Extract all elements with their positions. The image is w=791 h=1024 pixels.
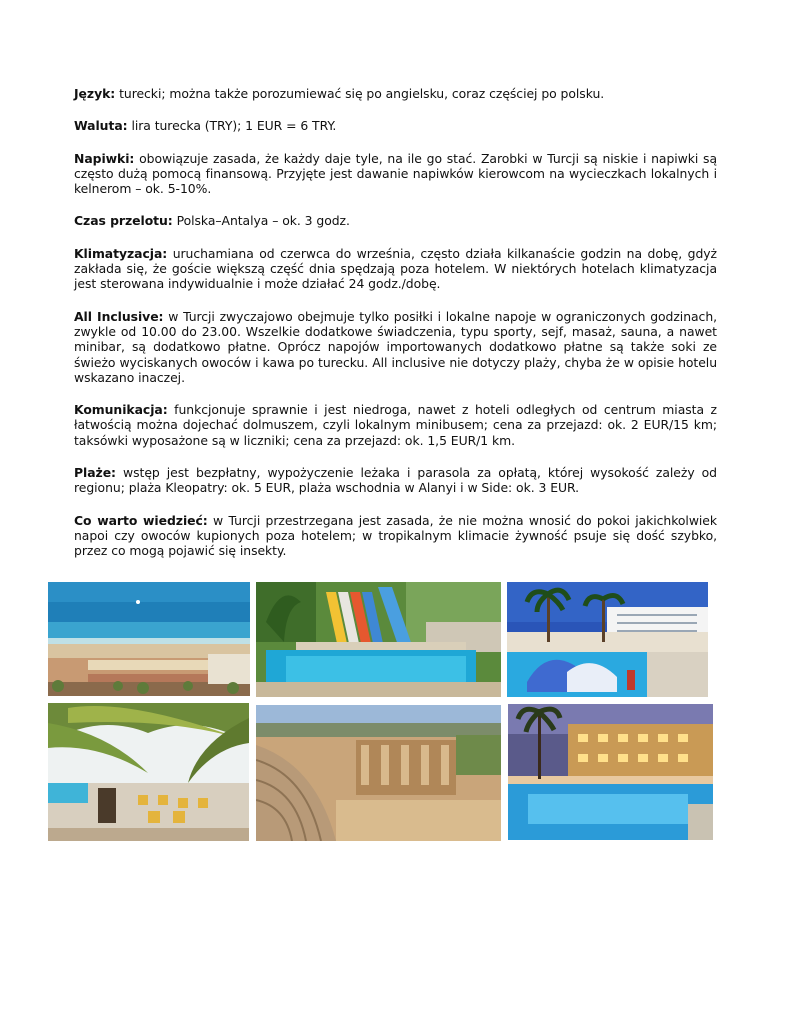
- section-label: Co warto wiedzieć:: [74, 512, 208, 528]
- section-label: Plaże:: [74, 465, 116, 481]
- section-label: Komunikacja:: [74, 402, 168, 418]
- section-text: funkcjonuje sprawnie i jest niedroga, nawet z hoteli odległych od centrum miasta z łatwością można dojechać dolmuszem, czyli lokalnym minibusem; cena za przejazd: ok. 2 EUR/15 km; taksówki wyposażone są w liczniki; cena za przejazd: ok. 1,5 EUR/1 km.: [74, 402, 718, 448]
- section-label: Czas przelotu:: [74, 213, 173, 229]
- section-label: Napiwki:: [74, 150, 135, 166]
- section-text: wstęp jest bezpłatny, wypożyczenie leżaka i parasola za opłatą, której wysokość zależy od regionu; plaża Kleopatry: ok. 5 EUR, plaża wschodnia w Alanyi i w Side: ok. 3 EUR.: [74, 465, 717, 496]
- section-good-to-know: [74, 513, 717, 559]
- section-flight-time: [74, 213, 717, 228]
- section-beaches: [74, 465, 717, 496]
- section-language: [74, 86, 717, 101]
- section-text: uruchamiana od czerwca do września, często działa kilkanaście godzin na dobę, gdyż zakłada się, że goście większą część dnia spędzają poza hotelem. W niektórych hotelach klimatyzacja jest sterowana indywidualnie i może działać 24 godz./dobę.: [74, 245, 717, 292]
- beach-photo: [48, 582, 250, 696]
- section-label: Klimatyzacja:: [74, 245, 168, 261]
- section-label: Język:: [74, 86, 116, 101]
- waterslide-pool-photo: [256, 582, 501, 697]
- section-label: All Inclusive:: [74, 308, 164, 324]
- section-label: Waluta:: [74, 118, 128, 134]
- section-all-inclusive: [74, 309, 717, 385]
- section-transport: [74, 402, 717, 448]
- palm-restaurant-terrace-photo: [48, 703, 249, 841]
- section-text: obowiązuje zasada, że każdy daje tyle, na ile go stać. Zarobki w Turcji są niskie i napiwki są często dużą pomocą finansową. Przyjęte jest dawanie napiwków kierowcom na wycieczkach lokalnych i kelnerom – ok. 5-10%.: [74, 150, 717, 197]
- section-tips: [74, 151, 717, 197]
- section-air-conditioning: [74, 246, 717, 292]
- info-text-block: [74, 86, 717, 576]
- section-text: Polska–Antalya – ok. 3 godz.: [176, 213, 350, 229]
- hotel-pool-night-photo: [508, 704, 713, 840]
- section-text: lira turecka (TRY); 1 EUR = 6 TRY.: [131, 118, 337, 134]
- section-text: w Turcji przestrzegana jest zasada, że nie można wnosić do pokoi jakichkolwiek napoi czy owoców kupionych poza hotelem; w tropikalnym klimacie żywność psuje się dość szybko, przez co mogą pojawić się insekty.: [74, 512, 717, 559]
- ancient-theatre-ruins-photo: [256, 705, 501, 841]
- section-text: w Turcji zwyczajowo obejmuje tylko posiłki i lokalne napoje w ograniczonych godzinach, zwykle od 10.00 do 23.00. Wszelkie dodatkowe świadczenia, typu sporty, sejf, masaż, sauna, a nawet minibar, są dodatkowo płatne. Oprócz napojów importowanych dodatkowo płatne są także soki ze świeżo wyciskanych owoców i kawa po turecku. All inclusive nie dotyczy plaży, chyba że w opisie hotelu wskazano inaczej.: [74, 308, 718, 385]
- hotel-pool-photo: [507, 582, 708, 697]
- section-text: turecki; można także porozumiewać się po angielsku, coraz częściej po polsku.: [119, 86, 605, 101]
- section-currency: [74, 118, 717, 133]
